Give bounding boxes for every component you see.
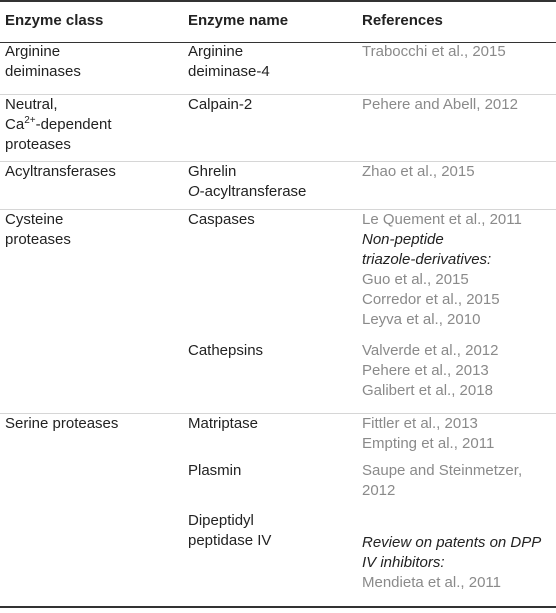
enzyme-name-cell [183, 94, 362, 161]
enzyme-class-cell [0, 42, 183, 94]
header-references: References [362, 12, 443, 29]
reference-link[interactable]: Corredor et al., 2015 [362, 290, 500, 308]
enzyme-name-text: Calpain-2 [188, 95, 253, 113]
enzyme-name-cell [183, 511, 362, 600]
references-cell [362, 413, 556, 461]
reference-link[interactable]: Leyva et al., 2010 [362, 310, 481, 328]
reference-note: triazole-derivatives: [362, 250, 492, 268]
enzyme-class-text: proteases [5, 135, 71, 153]
enzyme-class-cell [0, 461, 183, 511]
enzyme-name-cell [183, 461, 362, 511]
table-row [0, 413, 556, 461]
reference-link[interactable]: Mendieta et al., 2011 [362, 574, 501, 591]
enzyme-name-text: deiminase-4 [188, 63, 270, 80]
enzyme-class-text: Cysteine [5, 210, 64, 228]
reference-link[interactable]: Trabocchi et al., 2015 [362, 43, 506, 60]
enzyme-class-text: Serine proteases [5, 414, 119, 432]
reference-link[interactable]: Fittler et al., 2013 [362, 414, 478, 432]
table-row [0, 511, 556, 600]
reference-link[interactable]: Saupe and Steinmetzer, [362, 462, 523, 479]
enzyme-class-text [5, 115, 183, 135]
table-header-row [0, 0, 556, 42]
enzyme-class-cell [0, 511, 183, 600]
reference-link[interactable]: Galibert et al., 2018 [362, 382, 493, 399]
enzyme-name-cell [183, 341, 362, 413]
reference-note: Non-peptide [362, 230, 444, 248]
superscript-charge: 2+ [24, 114, 36, 126]
header-enzyme-name: Enzyme name [188, 12, 289, 29]
references-cell [362, 209, 556, 341]
table-row [0, 94, 556, 161]
reference-link[interactable]: Empting et al., 2011 [362, 434, 495, 452]
enzyme-class-text: Neutral, [5, 95, 58, 113]
enzyme-class-text-part: -dependent [35, 115, 112, 133]
enzyme-class-cell [0, 413, 183, 461]
enzyme-name-cell [183, 42, 362, 94]
table-row [0, 461, 556, 511]
reference-link[interactable]: Pehere and Abell, 2012 [362, 95, 518, 113]
enzyme-class-text: deiminases [5, 63, 81, 80]
reference-link[interactable]: Le Quement et al., 2011 [362, 210, 522, 228]
enzyme-class-text: Arginine [5, 43, 61, 60]
enzyme-name-text: Arginine [188, 43, 244, 60]
enzyme-class-cell [0, 341, 183, 413]
enzyme-class-cell [0, 209, 183, 341]
references-cell [362, 461, 556, 511]
table-row [0, 161, 556, 209]
reference-link[interactable]: 2012 [362, 482, 396, 499]
enzyme-class-cell [0, 94, 183, 161]
enzyme-class-text: Acyltransferases [5, 162, 116, 180]
reference-link[interactable]: Pehere et al., 2013 [362, 362, 489, 379]
table-row [0, 209, 556, 341]
enzyme-name-cell [183, 413, 362, 461]
enzyme-name-cell [183, 161, 362, 209]
enzyme-name-text: Matriptase [188, 414, 259, 432]
header-enzyme-class: Enzyme class [5, 12, 104, 29]
reference-link[interactable]: Zhao et al., 2015 [362, 162, 475, 180]
reference-note: Review on patents on DPP [362, 534, 542, 551]
enzyme-name-text: Dipeptidyl [188, 512, 254, 529]
table-row [0, 42, 556, 94]
references-cell [362, 161, 556, 209]
enzyme-name-text: peptidase IV [188, 532, 272, 549]
references-cell [362, 511, 556, 600]
table-row [0, 341, 556, 413]
bottom-rule [0, 606, 556, 608]
enzyme-name-text: Ghrelin [188, 162, 237, 180]
enzyme-name-italic-part: O [188, 182, 200, 200]
reference-note: IV inhibitors: [362, 554, 445, 571]
reference-link[interactable]: Guo et al., 2015 [362, 270, 469, 288]
enzyme-class-text-part: Ca [5, 115, 25, 133]
references-cell [362, 341, 556, 413]
enzyme-name-cell [183, 209, 362, 341]
enzyme-class-text: proteases [5, 230, 71, 248]
references-cell [362, 42, 556, 94]
reference-link[interactable]: Valverde et al., 2012 [362, 342, 499, 359]
enzyme-name-text: Cathepsins [188, 342, 264, 359]
references-cell [362, 94, 556, 161]
enzyme-name-text: Caspases [188, 210, 255, 228]
enzyme-name-text: Plasmin [188, 462, 242, 479]
enzyme-class-cell [0, 161, 183, 209]
enzyme-name-text [188, 182, 362, 202]
enzyme-name-text-part: -acyltransferase [199, 182, 307, 200]
